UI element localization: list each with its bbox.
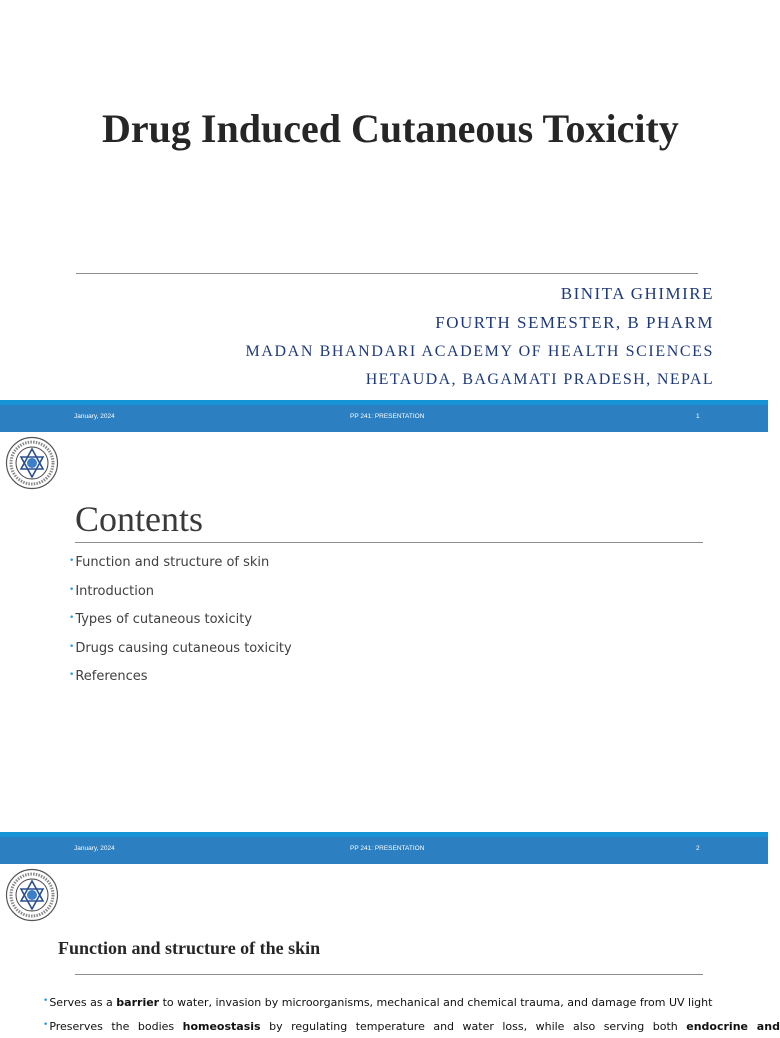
institution-line: MADAN BHANDARI ACADEMY OF HEALTH SCIENCES xyxy=(245,343,714,360)
bullet-icon: • xyxy=(43,996,49,1006)
footer-page-number: 2 xyxy=(696,845,700,852)
bullet-icon: • xyxy=(69,641,75,652)
footer-date: January, 2024 xyxy=(74,845,115,852)
bullet-icon: • xyxy=(69,670,75,681)
list-item: •Function and structure of skin xyxy=(69,555,270,570)
slide-heading: Function and structure of the skin xyxy=(58,938,321,958)
footer-course: PP 241: PRESENTATION xyxy=(350,845,425,852)
list-item: •Types of cutaneous toxicity xyxy=(69,612,253,628)
bullet-icon: • xyxy=(69,556,75,566)
footer-date: January, 2024 xyxy=(74,413,115,420)
semester-line: FOURTH SEMESTER, B PHARM xyxy=(435,313,714,332)
footer-page-number: 1 xyxy=(696,413,700,420)
academy-seal-logo-icon xyxy=(5,868,59,922)
body-bullet: •Preserves the bodies homeostasis by regulating temperature and water loss, while also serving both endocrine and xyxy=(43,1020,780,1033)
contents-slide xyxy=(0,432,768,864)
bullet-icon: • xyxy=(69,584,75,595)
slide-divider xyxy=(75,974,703,975)
contents-divider xyxy=(75,542,703,543)
academy-seal-logo-icon xyxy=(5,436,59,490)
slide-footer xyxy=(0,832,768,864)
bullet-icon: • xyxy=(43,1020,49,1030)
contents-list xyxy=(69,551,292,694)
list-item: •Drugs causing cutaneous toxicity xyxy=(69,640,292,656)
address-line: HETAUDA, BAGAMATI PRADESH, NEPAL xyxy=(365,371,714,388)
author-name: BINITA GHIMIRE xyxy=(560,284,714,303)
list-item: •References xyxy=(69,669,148,685)
skin-function-slide xyxy=(0,864,780,1033)
contents-heading: Contents xyxy=(75,499,204,539)
slide-body xyxy=(43,990,780,1038)
list-item: •Introduction xyxy=(69,583,155,599)
footer-course: PP 241: PRESENTATION xyxy=(350,413,425,420)
body-bullet: •Serves as a barrier to water, invasion by microorganisms, mechanical and chemical trauma, and damage from UV light xyxy=(43,996,713,1009)
title-slide xyxy=(0,0,768,432)
presentation-title: Drug Induced Cutaneous Toxicity xyxy=(102,106,679,151)
slide-footer xyxy=(0,400,768,432)
bullet-icon: • xyxy=(69,613,75,624)
title-divider xyxy=(76,273,698,274)
